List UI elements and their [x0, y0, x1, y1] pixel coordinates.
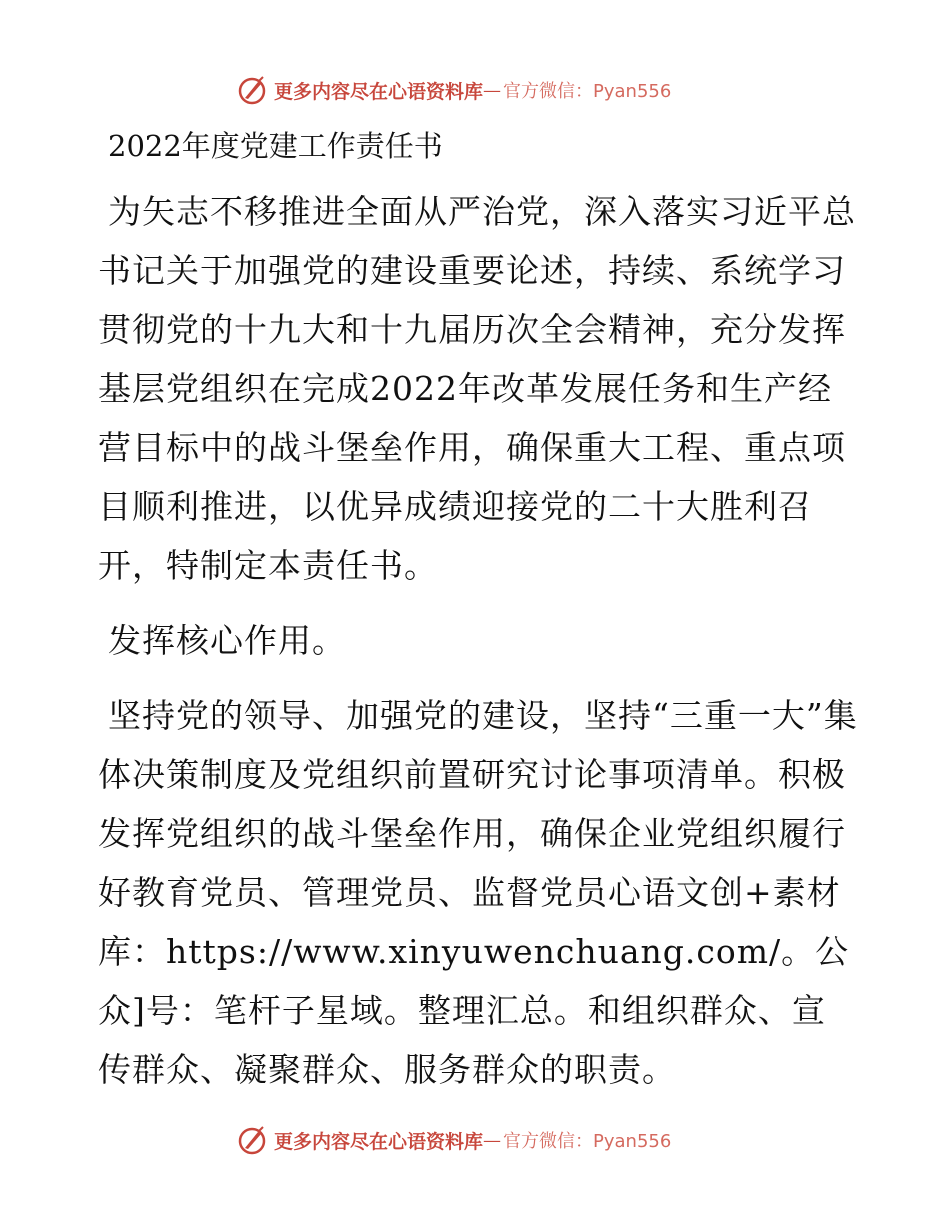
watermark-text: 更多内容尽在心语资料库 — [274, 80, 484, 103]
document-title: 2022年度党建工作责任书 — [108, 129, 443, 163]
watermark-separator: — — [483, 1129, 502, 1151]
paragraph-body: 坚持党的领导、加强党的建设，坚持“三重一大”集体决策制度及党组织前置研究讨论事项清单。积极发挥党组织的战斗堡垒作用，确保企业党组织履行好教育党员、管理党员、监督党员心语文创+素材库：https://www.xinyuwenchuang.com/。公众]号：笔杆子星域。整理汇总。和组织群众、宣传群众、凝聚群众、服务群众的职责。 — [98, 696, 858, 1089]
watermark-separator: — — [483, 79, 502, 101]
footer-watermark — [236, 1122, 671, 1158]
paragraph-intro: 为矢志不移推进全面从严治党，深入落实习近平总书记关于加强党的建设重要论述，持续、系统学习贯彻党的十九大和十九届历次全会精神，充分发挥基层党组织在完成2022年改革发展任务和生产经营目标中的战斗堡垒作用，确保重大工程、重点项目顺利推进，以优异成绩迎接党的二十大胜利召开，特制定本责任书。 — [98, 192, 856, 585]
paragraph-heading: 发挥核心作用。 — [108, 621, 346, 660]
header-watermark — [236, 72, 671, 108]
watermark-wechat: 官方微信：Pyan556 — [503, 1131, 672, 1152]
quill-logo-icon — [236, 1124, 268, 1156]
document-body — [98, 118, 858, 1099]
watermark-text: 更多内容尽在心语资料库 — [274, 1130, 484, 1153]
watermark-wechat: 官方微信：Pyan556 — [503, 81, 672, 102]
quill-logo-icon — [236, 74, 268, 106]
